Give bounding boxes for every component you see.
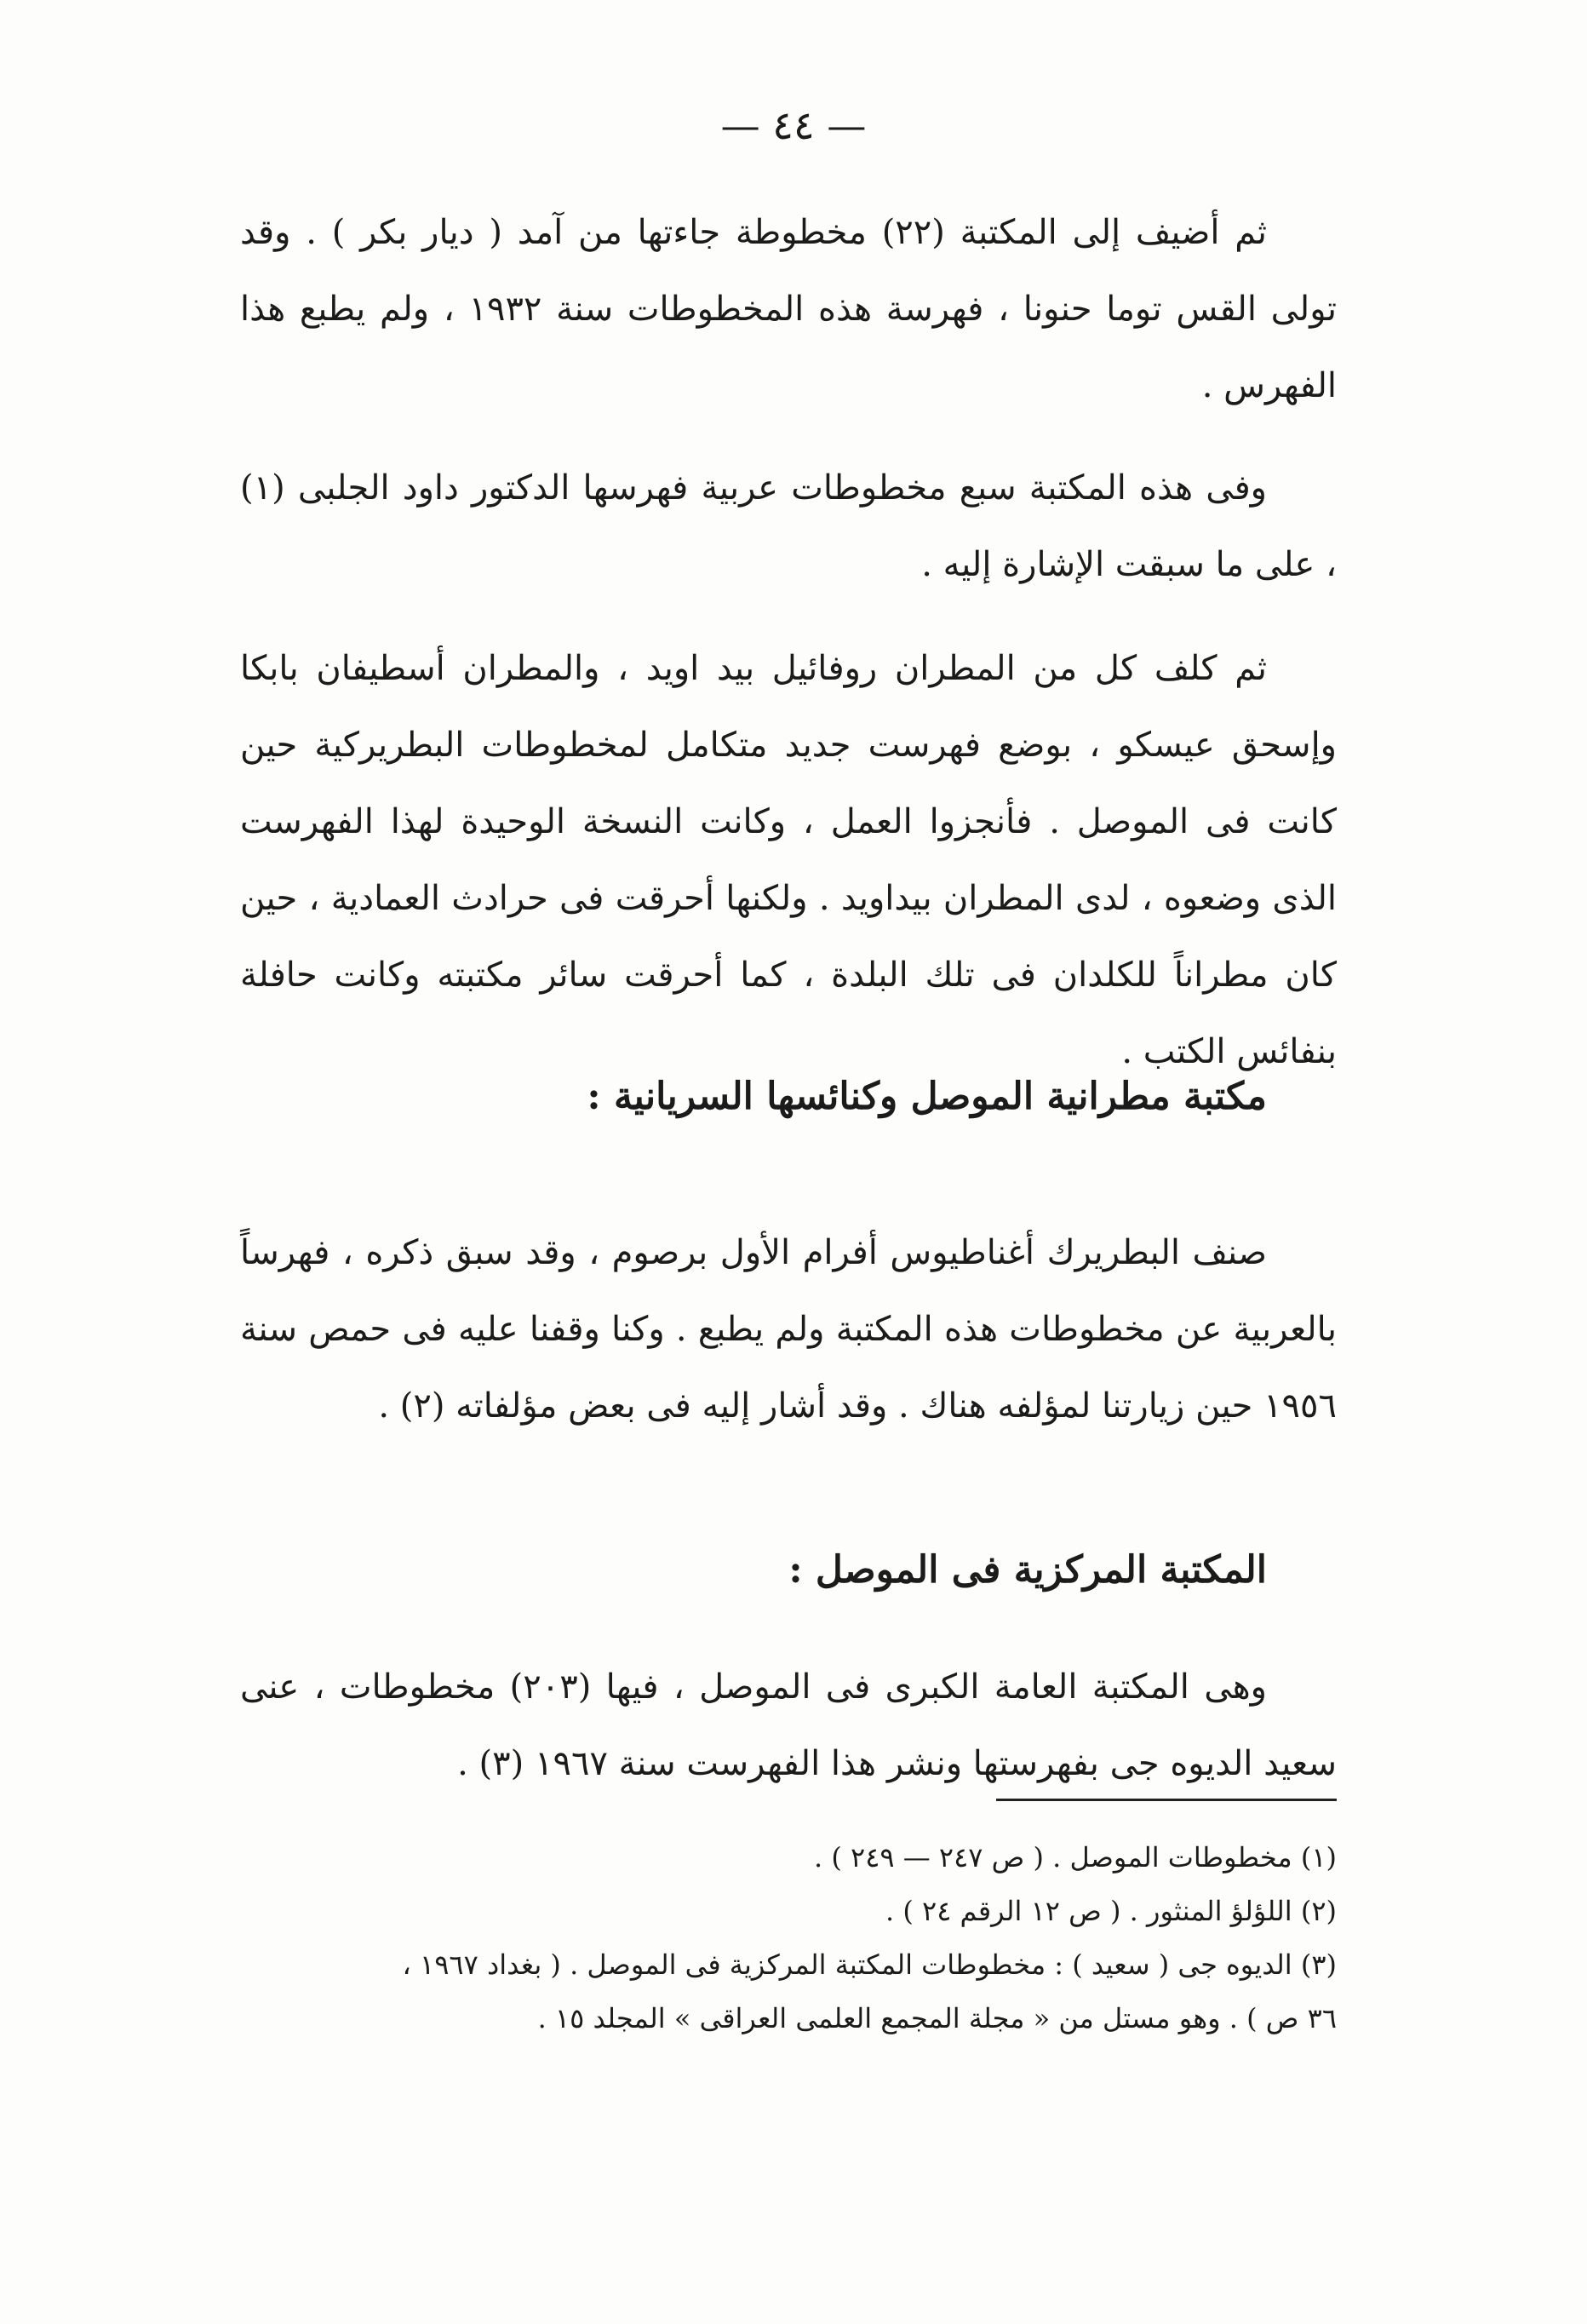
- paragraph-5-block: [240, 1649, 1337, 1802]
- section-heading-mosul-diocese: مكتبة مطرانية الموصل وكنائسها السريانية :: [587, 1075, 1267, 1118]
- paragraph: ثم كلف كل من المطران روفائيل بيد اويد ، والمطران أسطيفان بابكا وإسحق عيسكو ، بوضع فهرست جديد متكامل لمخطوطات البطريركية حين كانت فى الموصل . فأنجزوا العمل ، وكانت النسخة الوحيدة لهذا الفهرست الذى وضعوه ، لدى المطران بيداويد . ولكنها أحرقت فى حرادث العمادية ، حين كان مطراناً للكلدان فى تلك البلدة ، كما أحرقت سائر مكتبته وكانت حافلة بنفائس الكتب .: [240, 649, 1337, 1071]
- paragraph-2-block: [240, 450, 1337, 603]
- paragraph-3-block: [240, 630, 1337, 1090]
- footnote-3: (٣) الديوه جى ( سعيد ) : مخطوطات المكتبة المركزية فى الموصل . ( بغداد ١٩٦٧ ،: [402, 1948, 1337, 1981]
- paragraph-4-block: [240, 1214, 1337, 1444]
- paragraph-1-block: [240, 194, 1337, 424]
- footnote-1: (١) مخطوطات الموصل . ( ص ٢٤٧ — ٢٤٩ ) .: [814, 1841, 1337, 1874]
- footnotes: [240, 1831, 1337, 2046]
- footnote-2: (٢) اللؤلؤ المنثور . ( ص ١٢ الرقم ٢٤ ) .: [885, 1895, 1337, 1927]
- page-number: — ٤٤ —: [720, 102, 867, 148]
- paragraph: صنف البطريرك أغناطيوس أفرام الأول برصوم ، وقد سبق ذكره ، فهرساً بالعربية عن مخطوطات هذه المكتبة ولم يطبع . وكنا وقفنا عليه فى حمص سنة ١٩٥٦ حين زيارتنا لمؤلفه هناك . وقد أشار إليه فى بعض مؤلفاته (٢) .: [240, 1233, 1337, 1426]
- section-heading-central-library: المكتبة المركزية فى الموصل :: [788, 1548, 1267, 1592]
- paragraph: ثم أضيف إلى المكتبة (٢٢) مخطوطة جاءتها من آمد ( ديار بكر ) . وقد تولى القس توما حنونا ، فهرسة هذه المخطوطات سنة ١٩٣٢ ، ولم يطبع هذا الفهرس .: [240, 213, 1337, 405]
- paragraph: وهى المكتبة العامة الكبرى فى الموصل ، فيها (٢٠٣) مخطوطات ، عنى سعيد الديوه جى بفهرستها ونشر هذا الفهرست سنة ١٩٦٧ (٣) .: [240, 1667, 1337, 1783]
- footnote-divider: [996, 1799, 1337, 1801]
- paragraph: وفى هذه المكتبة سبع مخطوطات عربية فهرسها الدكتور داود الجلبى (١) ، على ما سبقت الإشارة إليه .: [240, 468, 1337, 584]
- footnote-3-continuation: ٣٦ ص ) . وهو مستل من « مجلة المجمع العلمى العراقى » المجلد ١٥ .: [537, 2002, 1337, 2034]
